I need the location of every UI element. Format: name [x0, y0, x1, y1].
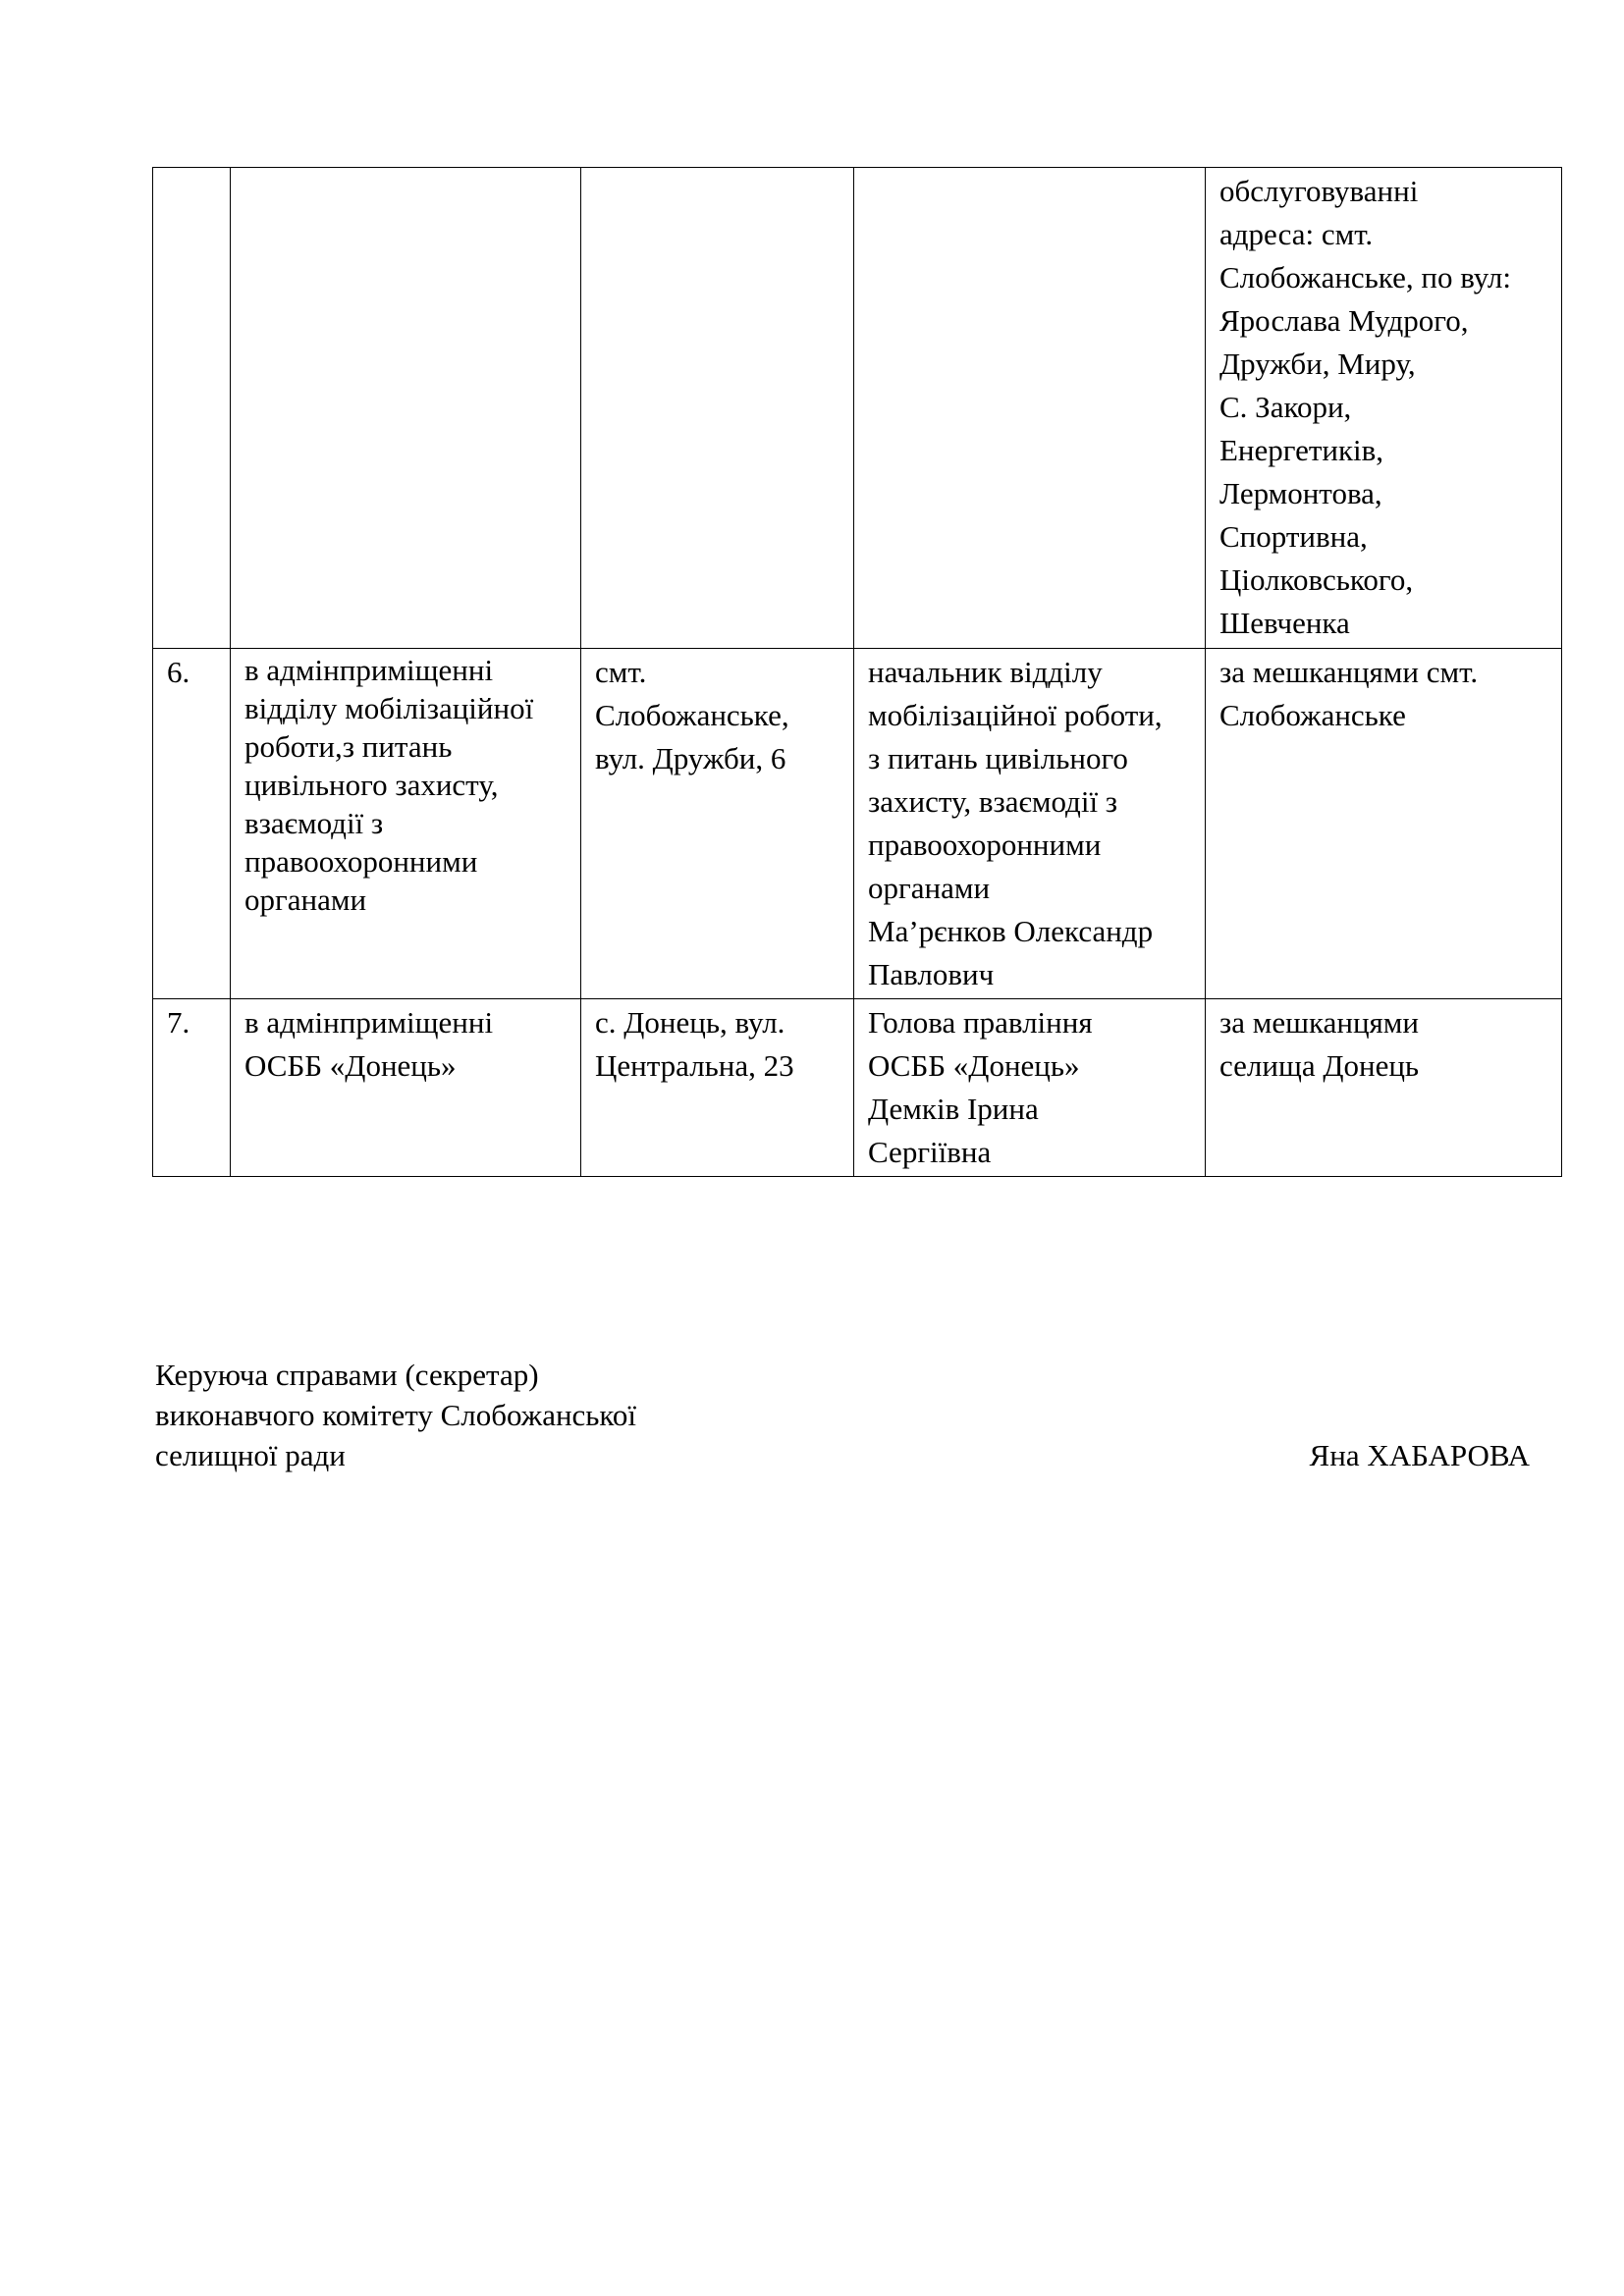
responsible-cell: начальник відділу мобілізаційної роботи, з питань цивільного захисту, взаємодії з правоохоронними органами Ма’рєнков Олександр Павлович — [854, 649, 1206, 999]
responsible-cell — [854, 168, 1206, 649]
row-number-cell: 6. — [153, 649, 231, 999]
address-cell: смт. Слобожанське, вул. Дружби, 6 — [581, 649, 854, 999]
table-row — [153, 999, 1562, 1177]
served-area-cell: за мешканцями смт. Слобожанське — [1206, 649, 1562, 999]
row-number-cell: 7. — [153, 999, 231, 1177]
signer-role-line-1: Керуюча справами (секретар) — [155, 1358, 539, 1392]
address-cell — [581, 168, 854, 649]
location-cell: в адмінприміщенні ОСББ «Донець» — [231, 999, 581, 1177]
signer-name: Яна ХАБАРОВА — [1309, 1438, 1530, 1472]
polling-locations-table — [152, 167, 1562, 1177]
address-cell: с. Донець, вул. Центральна, 23 — [581, 999, 854, 1177]
table-row — [153, 649, 1562, 999]
signature-block — [155, 1355, 1530, 1475]
signer-role-line-2: виконавчого комітету Слобожанської — [155, 1398, 637, 1432]
table-row — [153, 168, 1562, 649]
row-number-cell — [153, 168, 231, 649]
location-cell: в адмінприміщенні відділу мобілізаційної роботи,з питань цивільного захисту, взаємодії з правоохоронними органами — [231, 649, 581, 999]
signer-role-line-3: селищної ради — [155, 1438, 346, 1472]
location-cell — [231, 168, 581, 649]
responsible-cell: Голова правління ОСББ «Донець» Демків Ірина Сергіївна — [854, 999, 1206, 1177]
served-area-cell: обслуговуванні адреса: смт. Слобожанське, по вул: Ярослава Мудрого, Дружби, Миру, С. Закори, Енергетиків, Лермонтова, Спортивна, Ціолковського, Шевченка — [1206, 168, 1562, 649]
served-area-cell: за мешканцями селища Донець — [1206, 999, 1562, 1177]
